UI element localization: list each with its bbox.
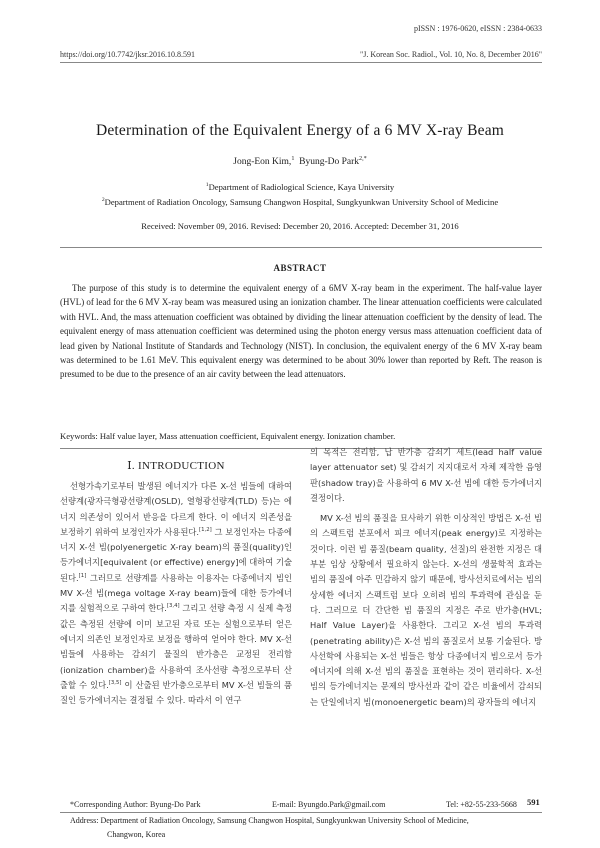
body-text: 그 보정인자는 다종에너지 X-선 빔(polyenergetic X-ray beam)의 품질(quality)인 등가에너지[equivalent (or effective) energy]에 대하여 기술된다.	[60, 526, 292, 583]
author-name: Jong-Eon Kim,	[233, 157, 292, 167]
email-address[interactable]: E-mail: Byungdo.Park@gmail.com	[272, 800, 386, 809]
footer-rule	[60, 812, 542, 813]
body-text: 그러므로 선량계를 사용하는 이용자는 다종에너지 빔인 MV X-선 빔(mega voltage X-ray beam)들에 대한 등가에너지를 실험적으로 구하여 한다.	[60, 572, 292, 614]
author-list	[0, 157, 600, 167]
affiliation-2	[0, 197, 600, 207]
abstract-heading: ABSTRACT	[273, 263, 327, 273]
issn-line: pISSN : 1976-0620, eISSN : 2384-0633	[413, 24, 542, 33]
affil-sup: 2	[101, 197, 105, 204]
corresponding-author: *Corresponding Author: Byung-Do Park	[70, 800, 201, 809]
affiliation-1	[0, 182, 600, 192]
body-text: 그리고 선량 측정 시 실제 측정값은 측정된 선량에 이미 보고된 자료 또는 실험으로부터 얻은 에너지 의존인 보정인자로 보정을 행하여 얻어야 한다. MV X-선 빔들에 사용하는 감쇠기 물질의 반가층은 교정된 전리함(ionization chamber)을 사용하여 조사선량 측정으로부터 산출할 수 있다.	[60, 603, 292, 690]
citation-ref[interactable]: [3,5]	[108, 680, 122, 687]
paper-title: Determination of the Equivalent Energy of a 6 MV X-ray Beam	[95, 122, 505, 139]
author-affil-sup: 2,*	[359, 155, 367, 162]
body-paragraph: 의 목적은 전리함, 납 반가층 감쇠기 세트(lead half value layer attenuator set) 및 감쇠기 지지대로서 자체 제작한 음영판(shadow tray)을 사용하여 6 MV X-선 빔에 대한 등가에너지 결정이다.	[310, 447, 542, 503]
body-text: 이 산출된 반가층으로부터 MV X-선 빔들의 품질인 등가에너지는 결정될 수 있다. 따라서 이 연구	[60, 679, 292, 706]
telephone: Tel: +82-55-233-5668	[446, 800, 517, 809]
body-paragraph: MV X-선 빔의 품질을 묘사하기 위한 이상적인 방법은 X-선 빔의 스펙트럼 분포에서 피크 에너지(peak energy)로 지정하는 것이다. 이런 빔 품질(beam quality, 선질)의 완전한 지정은 대부분 임상 상황에서 필요하지 않는다. X-선의 생물학적 효과는 빔의 품질에 아주 민감하지 않기 때문에, 방사선치료에서는 빔의 상세한 에너지 스펙트럼 보다 오히려 빔의 투과력에 관심을 둔다. 그러므로 더 간단한 빔 품질의 지정은 주로 반가층(HVL; Half Value Layer)을 사용한다. 그리고 X-선 빔의 투과력(penetrating ability)은 X-선 빔의 품질로서 보통 기술된다. 방사선학에 사용되는 X-선 빔들은 항상 다종에너지 빔으로서 등가에너지에 의해 X-선 빔의 품질을 표현하는 것이 편리하다. X-선 빔의 등가에너지는 문제의 방사선과 같이 같은 비율에서 감쇠되는 단일에너지 빔(monoenergetic beam)의 광자들의 에너지	[310, 513, 542, 707]
affil-text: Department of Radiological Science, Kaya University	[208, 182, 395, 192]
citation-ref[interactable]: [1]	[78, 573, 87, 580]
right-column-text	[310, 445, 542, 710]
doi-link[interactable]: https://doi.org/10.7742/jksr.2016.10.8.591	[60, 50, 195, 59]
keywords: Keywords: Half value layer, Mass attenuation coefficient, Equivalent energy. Ionization chamber.	[60, 431, 396, 441]
citation-ref[interactable]: [3,4]	[166, 603, 180, 610]
affil-sup: 1	[205, 182, 209, 189]
section-heading-introduction: Ⅰ. INTRODUCTION	[127, 460, 225, 472]
address-line-2: Changwon, Korea	[107, 830, 166, 839]
left-column-text	[60, 479, 292, 708]
body-text: 선형가속기로부터 발생된 에너지가 다른 X-선 빔들에 대하여 선량계(광자극형광선량계(OSLD), 열형광선량계(TLD) 등)는 에너지 의존성이 있어서 반응을 다르게 한다. 이 에너지 의존성을 보정하기 위하여 보정인자가 사용된다.	[60, 481, 292, 537]
address-line-1: Address: Department of Radiation Oncology, Samsung Changwon Hospital, Sungkyunkwan University School of Medicine,	[70, 816, 469, 825]
abstract-text: The purpose of this study is to determine the equivalent energy of a 6MV X-ray beam in the experiment. The half-value layer (HVL) of lead for the 6 MV X-ray beam was measured using an ionization chamber. The linear attenuation coefficients were calculated with HVL. And, the mass attenuation coefficient was obtained by dividing the linear attenuation coefficient by the density of lead. The equivalent energy of mass attenuation coefficient was determined using the photon energy versus mass attenuation coefficient data of lead given by National Institute of Standards and Technology (NIST). In conclusion, the equivalent energy of the 6 MV X-ray beam was determined to be 1.61 MeV. This equivalent energy was determined to be about 30% lower than reported by Reft. The reason is presumed to be due to the presence of an air cavity between the lead attenuators.	[60, 283, 542, 380]
abstract-top-rule	[60, 247, 542, 248]
header-rule	[60, 62, 542, 63]
author-affil-sup: 1	[291, 155, 295, 162]
author-name: Byung-Do Park	[299, 157, 360, 167]
received-dates: Received: November 09, 2016. Revised: December 20, 2016. Accepted: December 31, 2016	[141, 221, 459, 231]
citation-ref[interactable]: [1,2]	[199, 527, 212, 534]
affil-text: Department of Radiation Oncology, Samsung Changwon Hospital, Sungkyunkwan University School of Medicine	[104, 197, 499, 207]
journal-citation: "J. Korean Soc. Radiol., Vol. 10, No. 8, December 2016"	[360, 50, 542, 59]
page-number: 591	[527, 797, 540, 807]
